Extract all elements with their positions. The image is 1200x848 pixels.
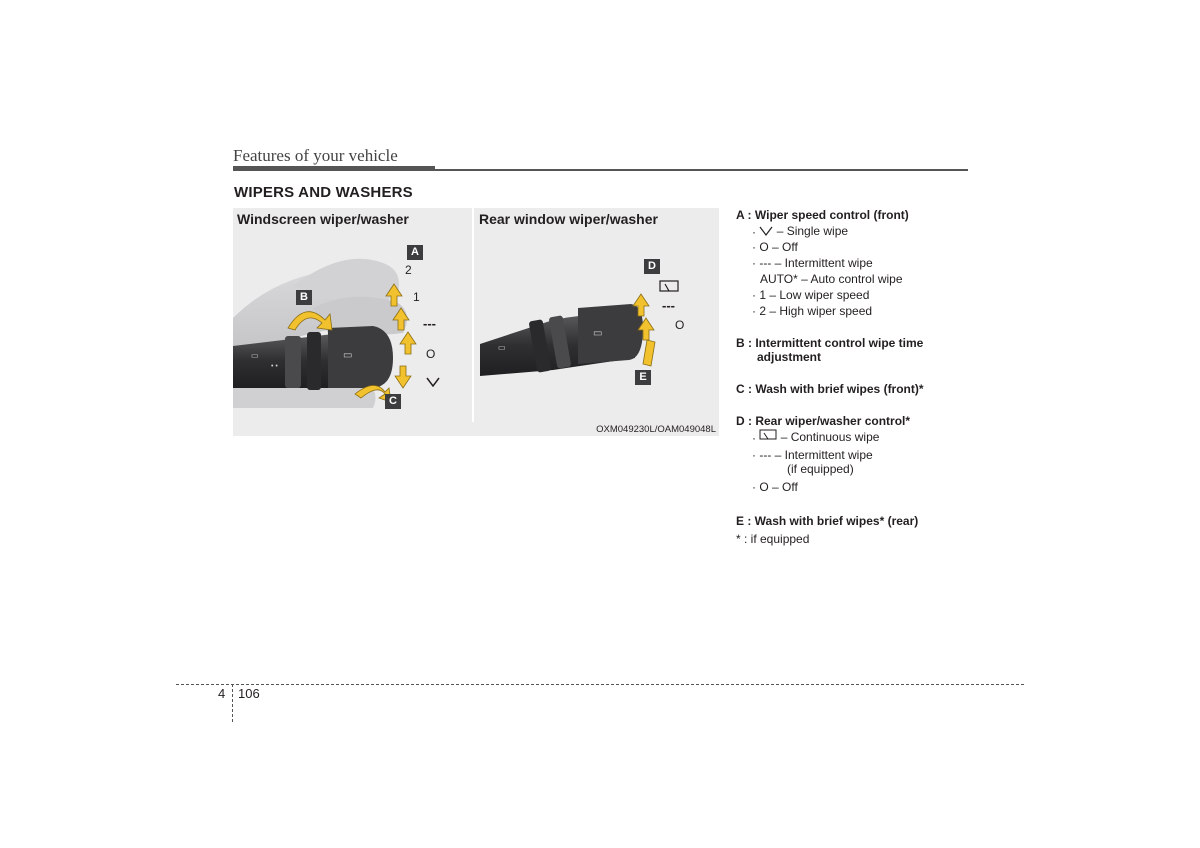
legend-e-title: E : Wash with brief wipes* (rear) bbox=[736, 514, 919, 528]
legend-a-item-off: · O – Off bbox=[752, 240, 798, 254]
figure-right-title: Rear window wiper/washer bbox=[479, 211, 658, 227]
rear-pos-intermittent: --- bbox=[662, 298, 675, 313]
header-rule bbox=[435, 169, 968, 171]
label-e: E bbox=[635, 370, 651, 385]
figure-left-title: Windscreen wiper/washer bbox=[237, 211, 409, 227]
page-header-title: Features of your vehicle bbox=[233, 146, 398, 165]
front-pos-2: 2 bbox=[405, 263, 412, 277]
legend-a-item-low: · 1 – Low wiper speed bbox=[752, 288, 870, 302]
legend-a-item-high: · 2 – High wiper speed bbox=[752, 304, 873, 318]
rear-continuous-wipe-icon bbox=[659, 280, 679, 299]
legend-d-title: D : Rear wiper/washer control* bbox=[736, 414, 911, 428]
svg-text:▭: ▭ bbox=[593, 328, 603, 339]
svg-text:• •: • • bbox=[271, 363, 278, 370]
footer-rule bbox=[176, 684, 1024, 685]
legend-footnote: * : if equipped bbox=[736, 532, 810, 546]
label-c: C bbox=[385, 394, 401, 409]
legend-c-title: C : Wash with brief wipes (front)* bbox=[736, 382, 924, 396]
rear-wiper-stalk bbox=[480, 304, 643, 376]
front-pos-intermittent: --- bbox=[423, 316, 436, 331]
front-pos-1: 1 bbox=[413, 290, 420, 304]
wiper-stalk-illustration bbox=[233, 208, 719, 436]
section-title: WIPERS AND WASHERS bbox=[234, 184, 413, 201]
svg-text:▭: ▭ bbox=[251, 351, 259, 360]
front-pos-off: O bbox=[426, 347, 436, 361]
svg-text:▭: ▭ bbox=[498, 343, 506, 352]
legend-a-title: A : Wiper speed control (front) bbox=[736, 208, 909, 222]
front-single-wipe-icon bbox=[426, 374, 440, 392]
figure-caption: OXM049230L/OAM049048L bbox=[596, 424, 716, 435]
legend-d-item-intermittent: · --- – Intermittent wipe bbox=[752, 448, 873, 462]
label-d: D bbox=[644, 259, 660, 274]
page-number: 106 bbox=[238, 686, 260, 701]
header-bar bbox=[233, 166, 435, 171]
legend-a-item-auto: AUTO* – Auto control wipe bbox=[760, 272, 903, 286]
legend-b-title-cont: adjustment bbox=[757, 350, 822, 364]
rear-pos-off: O bbox=[675, 318, 685, 332]
legend-d-item-off: · O – Off bbox=[752, 480, 798, 494]
legend-d-item-if-equipped: (if equipped) bbox=[787, 462, 854, 476]
chapter-number: 4 bbox=[218, 686, 226, 701]
legend-b-title: B : Intermittent control wipe time bbox=[736, 336, 924, 350]
svg-text:▭: ▭ bbox=[343, 350, 353, 361]
label-b: B bbox=[296, 290, 312, 305]
wiper-figure bbox=[233, 208, 719, 436]
single-wipe-icon: · bbox=[752, 224, 773, 240]
label-a: A bbox=[407, 245, 423, 260]
legend-d-item-continuous: · – Continuous wipe bbox=[752, 430, 880, 446]
figure-divider bbox=[472, 208, 474, 422]
footer-divider bbox=[232, 684, 233, 722]
legend-a-item-single: · – Single wipe bbox=[752, 224, 849, 239]
legend-a-item-intermittent: · --- – Intermittent wipe bbox=[752, 256, 873, 270]
continuous-wipe-icon: · bbox=[752, 429, 777, 446]
